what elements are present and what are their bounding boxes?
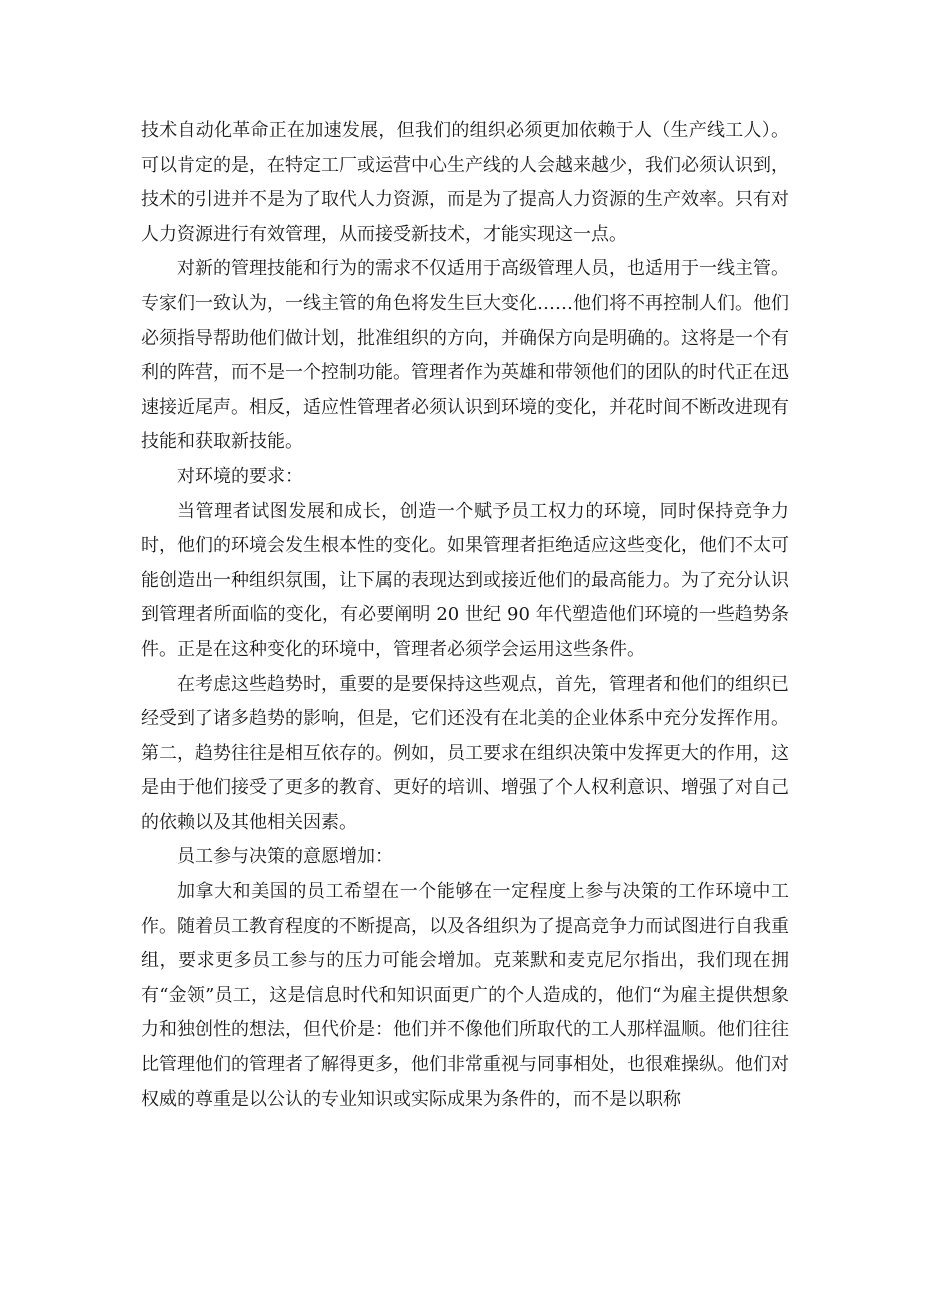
paragraph-participation: 加拿大和美国的员工希望在一个能够在一定程度上参与决策的工作环境中工作。随着员工教育程度的不断提高，以及各组织为了提高竞争力而试图进行自我重组，要求更多员工参与的压力可能会增加。克莱默和麦克尼尔指出，我们现在拥有“金领”员工，这是信息时代和知识面更广的个人造成的，他们“为雇主提供想象力和独创性的想法，但代价是：他们并不像他们所取代的工人那样温顺。他们往往比管理他们的管理者了解得更多，他们非常重视与同事相处，也很难操纵。他们对权威的尊重是以公认的专业知识或实际成果为条件的，而不是以职称 <box>141 881 789 1110</box>
paragraph-environment-change: 当管理者试图发展和成长，创造一个赋予员工权力的环境，同时保持竞争力时，他们的环境会发生根本性的变化。如果管理者拒绝适应这些变化，他们不太可能创造出一种组织氛围，让下属的表现达到或接近他们的最高能力。为了充分认识到管理者所面临的变化，有必要阐明 20 世纪 90 年代塑造他们环境的一些趋势条件。正是在这种变化的环境中，管理者必须学会运用这些条件。 <box>141 500 789 660</box>
paragraph-management-skills: 对新的管理技能和行为的需求不仅适用于高级管理人员，也适用于一线主管。专家们一致认为，一线主管的角色将发生巨大变化……他们将不再控制人们。他们必须指导帮助他们做计划，批准组织的方向，并确保方向是明确的。这将是一个有利的阵营，而不是一个控制功能。管理者作为英雄和带领他们的团队的时代正在迅速接近尾声。相反，适应性管理者必须认识到环境的变化，并花时间不断改进现有技能和获取新技能。 <box>141 258 789 453</box>
paragraph-trends: 在考虑这些趋势时，重要的是要保持这些观点，首先，管理者和他们的组织已经受到了诸多趋势的影响，但是，它们还没有在北美的企业体系中充分发挥作用。第二，趋势往往是相互依存的。例如，员工要求在组织决策中发挥更大的作用，这是由于他们接受了更多的教育、更好的培训、增强了个人权利意识、增强了对自己的依赖以及其他相关因素。 <box>141 673 789 833</box>
document-page <box>141 114 789 1117</box>
section-heading-environment: 对环境的要求： <box>177 465 303 487</box>
paragraph-automation: 技术自动化革命正在加速发展，但我们的组织必须更加依赖于人（生产线工人）。可以肯定的是，在特定工厂或运营中心生产线的人会越来越少，我们必须认识到，技术的引进并不是为了取代人力资源，而是为了提高人力资源的生产效率。只有对人力资源进行有效管理，从而接受新技术，才能实现这一点。 <box>141 120 789 245</box>
section-heading-participation: 员工参与决策的意愿增加： <box>177 846 393 868</box>
